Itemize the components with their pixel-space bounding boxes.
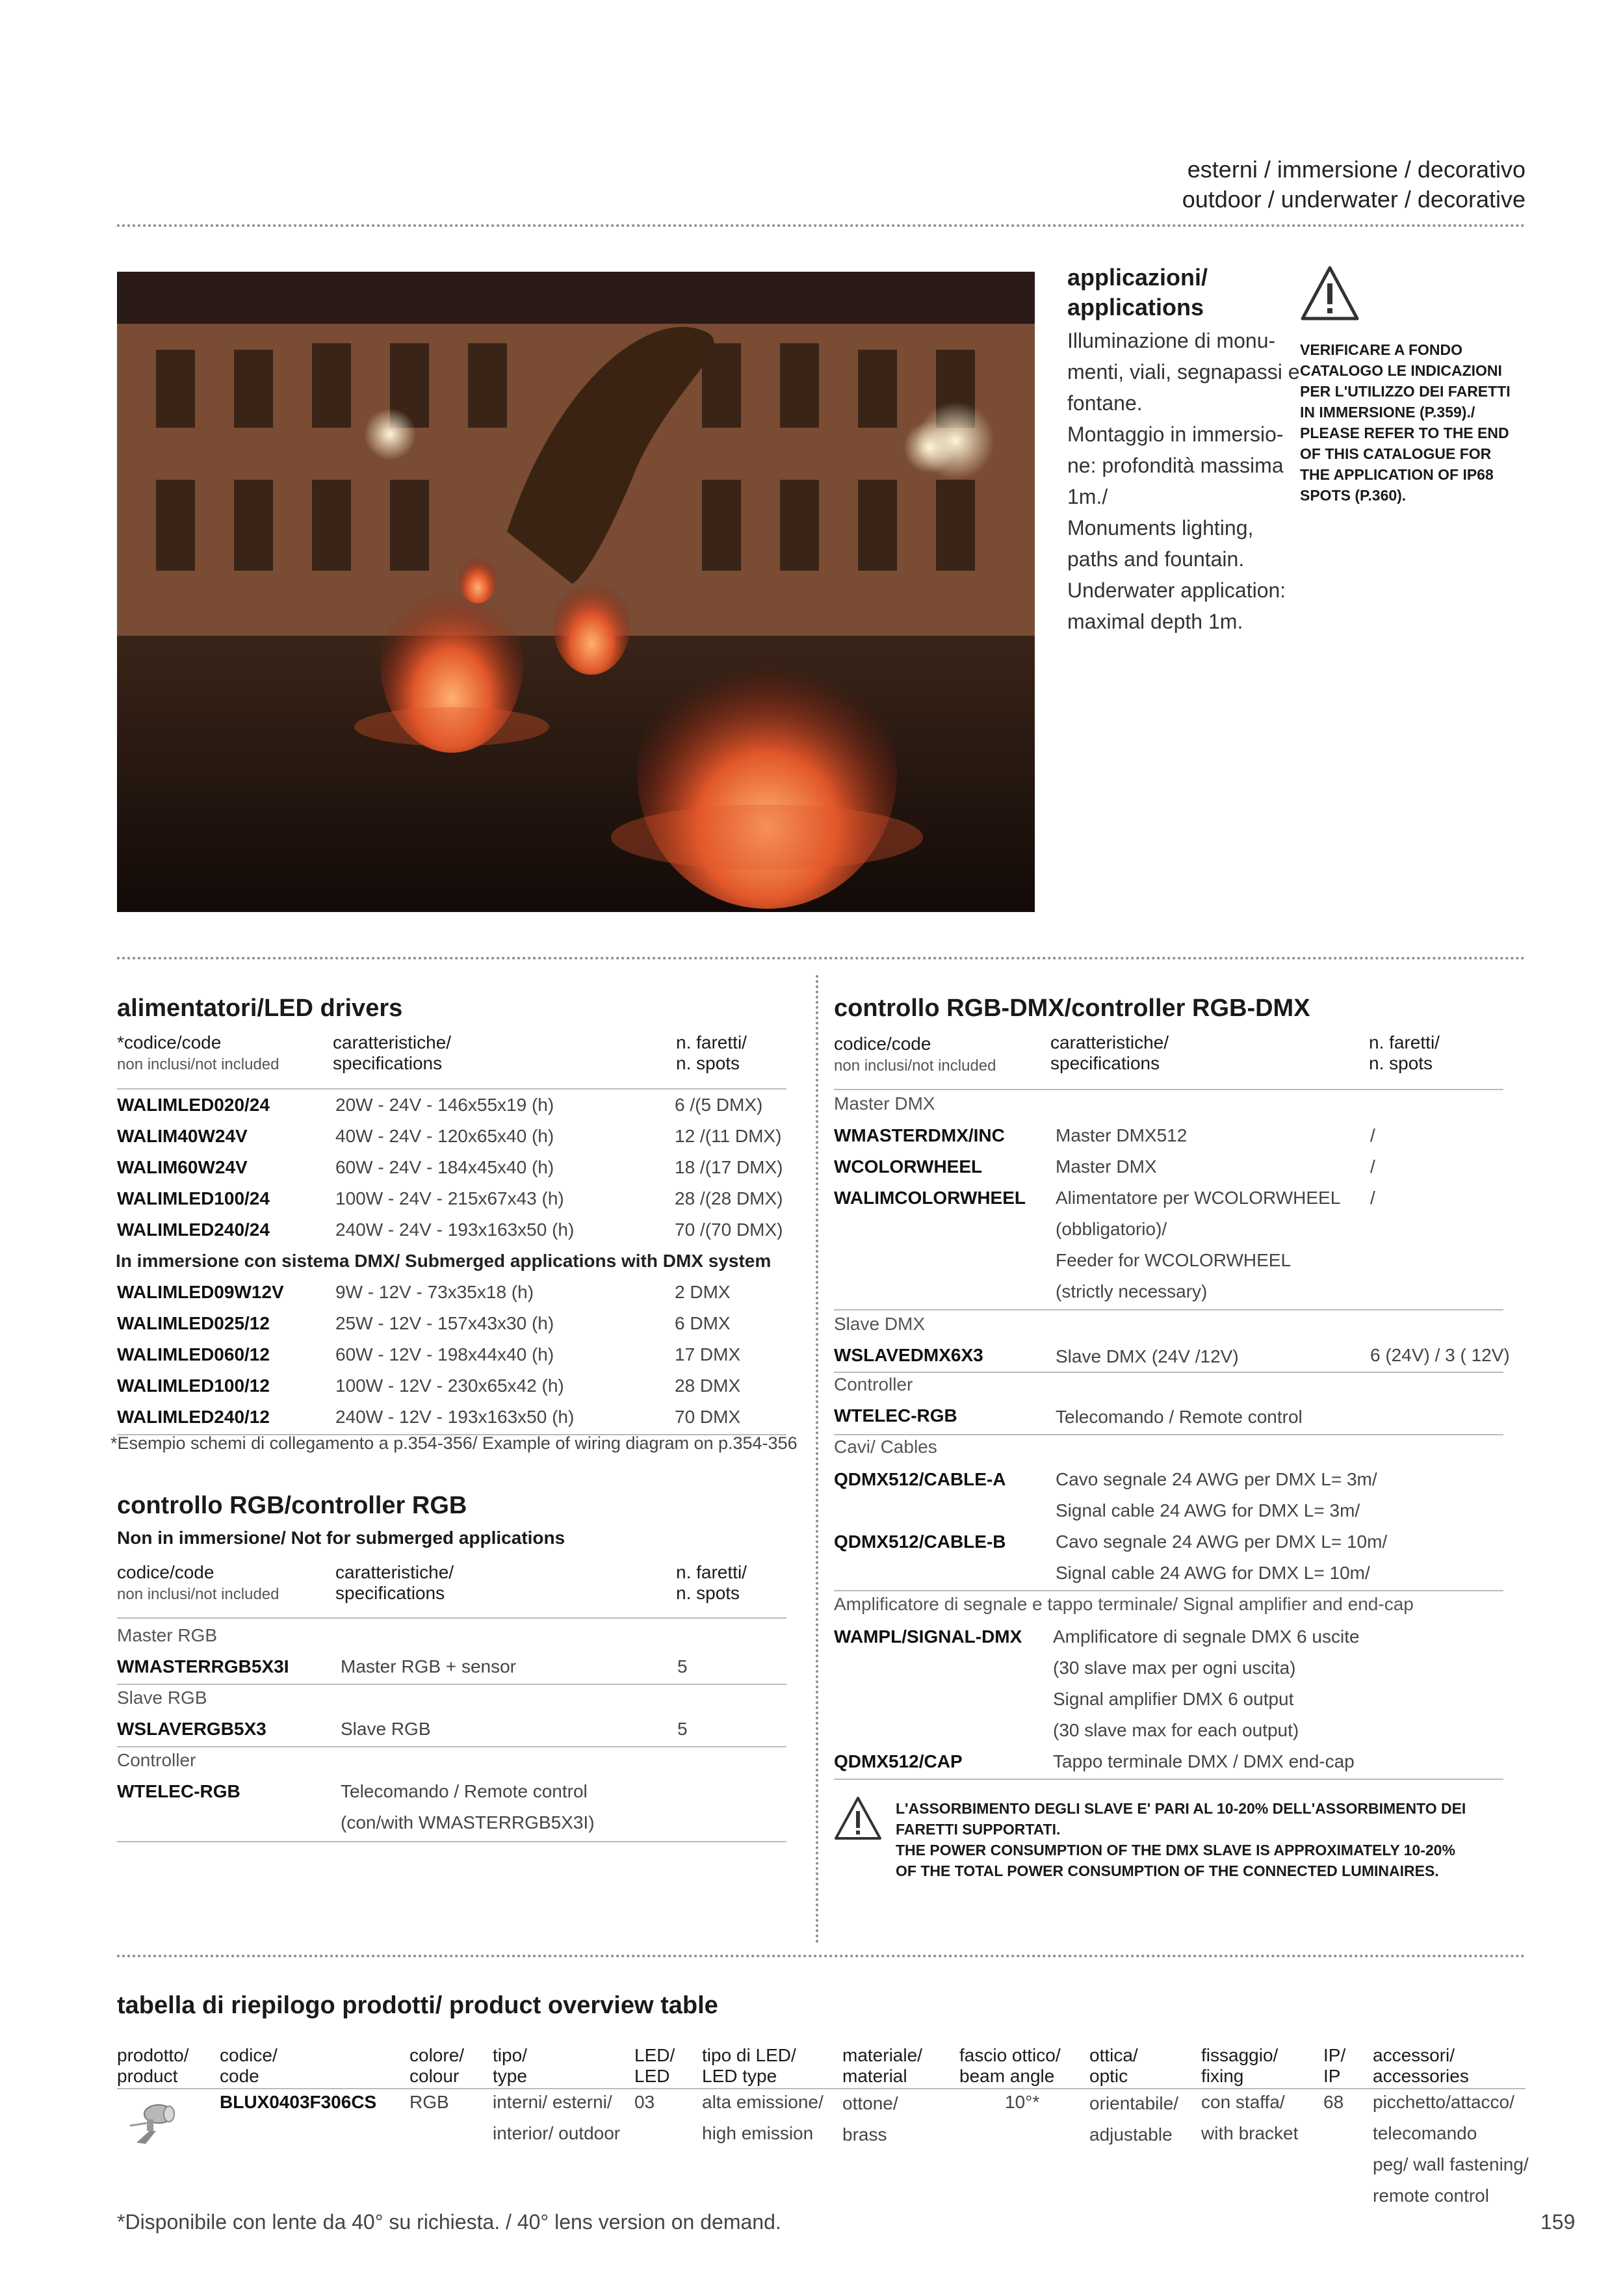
dmx-code: QDMX512/CABLE-B bbox=[834, 1532, 1006, 1552]
overview-col-header bbox=[117, 2045, 189, 2087]
driver-spec: 60W - 12V - 198x44x40 (h) bbox=[335, 1344, 554, 1364]
col-code-sublabel: non inclusi/not included bbox=[834, 1057, 996, 1075]
applications-title-line2: applications bbox=[1067, 294, 1204, 320]
rgb-code: WSLAVERGB5X3 bbox=[117, 1719, 266, 1739]
overview-beam: 10°* bbox=[1005, 2092, 1040, 2112]
rgb-spec: Telecomando / Remote control bbox=[341, 1781, 588, 1801]
dmx-spec: (obbligatorio)/ bbox=[1056, 1219, 1167, 1239]
dmx-code: WMASTERDMX/INC bbox=[834, 1125, 1005, 1145]
driver-spots: 70 DMX bbox=[675, 1407, 741, 1427]
overview-led-type: alta emissione/ bbox=[702, 2092, 824, 2112]
overview-col-header bbox=[1373, 2045, 1469, 2087]
rgb-col-code bbox=[117, 1562, 279, 1605]
overview-col-header-line: code bbox=[220, 2066, 259, 2086]
header-line-english: outdoor / underwater / decorative bbox=[1182, 186, 1526, 213]
col-code-sublabel: non inclusi/not included bbox=[117, 1585, 279, 1603]
driver-spec: 100W - 24V - 215x67x43 (h) bbox=[335, 1188, 564, 1208]
overview-colour: RGB bbox=[409, 2092, 449, 2112]
overview-col-header-line: codice/ bbox=[220, 2045, 278, 2065]
overview-col-header-line: material bbox=[842, 2066, 907, 2086]
rgb-spec: (con/with WMASTERRGB5X3I) bbox=[341, 1812, 595, 1833]
driver-code: WALIM40W24V bbox=[117, 1126, 248, 1146]
dmx-code: WSLAVEDMX6X3 bbox=[834, 1345, 983, 1365]
driver-spots: 6 DMX bbox=[675, 1313, 731, 1333]
warning-line: IN IMMERSIONE (P.359)./ bbox=[1300, 404, 1475, 421]
driver-spots: 28 /(28 DMX) bbox=[675, 1188, 783, 1208]
warning-line: OF THE TOTAL POWER CONSUMPTION OF THE CONNECTED LUMINAIRES. bbox=[896, 1862, 1439, 1879]
dmx-spots: / bbox=[1370, 1125, 1375, 1145]
applications-block bbox=[1067, 263, 1301, 637]
app-line: Montaggio in immersio- bbox=[1067, 423, 1284, 446]
overview-col-header-line: LED bbox=[634, 2066, 670, 2086]
driver-code: WALIMLED09W12V bbox=[117, 1282, 284, 1302]
rgb-col-spec bbox=[335, 1562, 454, 1604]
driver-spec: 20W - 24V - 146x55x19 (h) bbox=[335, 1095, 554, 1115]
dmx-spec: Signal cable 24 AWG for DMX L= 3m/ bbox=[1056, 1500, 1360, 1520]
dmx-category: Controller bbox=[834, 1374, 913, 1394]
driver-spec: 100W - 12V - 230x65x42 (h) bbox=[335, 1376, 564, 1396]
overview-footnote: *Disponibile con lente da 40° su richiesta. / 40° lens version on demand. bbox=[117, 2210, 781, 2234]
overview-col-header-line: colour bbox=[409, 2066, 460, 2086]
drivers-col-spec bbox=[333, 1032, 451, 1074]
dmx-spec: Master DMX bbox=[1056, 1156, 1157, 1177]
col-code-label: codice/code bbox=[834, 1034, 931, 1054]
driver-code: WALIMLED240/12 bbox=[117, 1407, 270, 1427]
app-line: ne: profondità massima bbox=[1067, 454, 1284, 477]
dmx-code: QDMX512/CAP bbox=[834, 1751, 963, 1771]
application-warning bbox=[1300, 339, 1534, 506]
warning-line: THE POWER CONSUMPTION OF THE DMX SLAVE IS APPROXIMATELY 10-20% bbox=[896, 1842, 1455, 1859]
col-spots-label: n. faretti/ bbox=[676, 1032, 747, 1052]
col-code-label: codice/code bbox=[117, 1562, 214, 1582]
warning-line: THE APPLICATION OF IP68 bbox=[1300, 466, 1494, 483]
driver-code: WALIMLED100/24 bbox=[117, 1188, 270, 1208]
section-header bbox=[1182, 155, 1526, 215]
dmx-spec: Tappo terminale DMX / DMX end-cap bbox=[1053, 1751, 1355, 1771]
overview-col-header-line: LED/ bbox=[634, 2045, 675, 2065]
overview-led-type: high emission bbox=[702, 2123, 814, 2143]
row-rule bbox=[117, 1746, 786, 1747]
overview-col-header bbox=[702, 2045, 796, 2087]
driver-spots: 6 /(5 DMX) bbox=[675, 1095, 763, 1115]
col-spots-label: n. faretti/ bbox=[676, 1562, 747, 1582]
overview-fixing: with bracket bbox=[1201, 2123, 1299, 2143]
applications-title-line1: applicazioni/ bbox=[1067, 264, 1208, 291]
driver-spots: 12 /(11 DMX) bbox=[675, 1126, 782, 1146]
driver-spec: 60W - 24V - 184x45x40 (h) bbox=[335, 1157, 554, 1177]
header-rule bbox=[117, 1617, 786, 1619]
overview-divider bbox=[117, 1955, 1526, 1957]
overview-col-header bbox=[842, 2045, 922, 2087]
rgb-subtitle: Non in immersione/ Not for submerged applications bbox=[117, 1528, 565, 1548]
overview-col-header bbox=[1201, 2045, 1278, 2087]
col-spec-label: caratteristiche/ bbox=[333, 1032, 452, 1052]
dmx-spec: Master DMX512 bbox=[1056, 1125, 1188, 1145]
dmx-spec: Amplificatore di segnale DMX 6 uscite bbox=[1053, 1626, 1360, 1647]
section-divider bbox=[117, 957, 1526, 959]
col-spots-label2: n. spots bbox=[676, 1583, 740, 1603]
dmx-spots: / bbox=[1370, 1156, 1375, 1177]
overview-code: BLUX0403F306CS bbox=[220, 2092, 377, 2112]
col-spec-label2: specifications bbox=[1050, 1053, 1160, 1073]
row-rule bbox=[117, 1841, 786, 1842]
overview-ip: 68 bbox=[1323, 2092, 1344, 2112]
overview-led: 03 bbox=[634, 2092, 655, 2112]
row-rule bbox=[834, 1309, 1503, 1311]
app-line: paths and fountain. bbox=[1067, 547, 1245, 571]
applications-title bbox=[1067, 263, 1301, 322]
overview-col-header-line: accessories bbox=[1373, 2066, 1469, 2086]
driver-code: WALIMLED025/12 bbox=[117, 1313, 270, 1333]
warning-line: PLEASE REFER TO THE END bbox=[1300, 424, 1509, 441]
warning-line: VERIFICARE A FONDO bbox=[1300, 341, 1463, 358]
dmx-code: WCOLORWHEEL bbox=[834, 1156, 983, 1177]
dmx-spec: Feeder for WCOLORWHEEL bbox=[1056, 1250, 1292, 1270]
fountain-photo bbox=[117, 272, 1035, 912]
driver-code: WALIMLED240/24 bbox=[117, 1220, 270, 1240]
overview-col-header-line: type bbox=[493, 2066, 527, 2086]
overview-type: interior/ outdoor bbox=[493, 2123, 621, 2143]
warning-icon bbox=[1300, 265, 1360, 324]
overview-accessories: telecomando bbox=[1373, 2123, 1477, 2143]
rgb-col-spots bbox=[676, 1562, 747, 1604]
col-spec-label: caratteristiche/ bbox=[335, 1562, 454, 1582]
overview-optic: adjustable bbox=[1089, 2124, 1173, 2145]
overview-col-header-line: fascio ottico/ bbox=[959, 2045, 1061, 2065]
overview-col-header-line: colore/ bbox=[409, 2045, 465, 2065]
dmx-spec: Signal amplifier DMX 6 output bbox=[1053, 1689, 1294, 1709]
dmx-category: Slave DMX bbox=[834, 1314, 926, 1334]
rgb-code: WTELEC-RGB bbox=[117, 1781, 240, 1801]
overview-col-header-line: IP/ bbox=[1323, 2045, 1346, 2065]
dmx-code: WALIMCOLORWHEEL bbox=[834, 1188, 1026, 1208]
overview-col-header bbox=[959, 2045, 1061, 2087]
overview-title: tabella di riepilogo prodotti/ product overview table bbox=[117, 1992, 718, 2019]
header-divider bbox=[117, 224, 1526, 227]
dmx-category: Amplificatore di segnale e tappo terminale/ Signal amplifier and end-cap bbox=[834, 1594, 1414, 1614]
drivers-title: alimentatori/LED drivers bbox=[117, 995, 403, 1022]
dmx-spec: Alimentatore per WCOLORWHEEL bbox=[1056, 1188, 1341, 1208]
overview-col-header bbox=[1323, 2045, 1345, 2087]
app-line: Underwater application: bbox=[1067, 579, 1286, 602]
warning-line: SPOTS (P.360). bbox=[1300, 487, 1407, 504]
app-line: 1m./ bbox=[1067, 485, 1108, 508]
row-rule bbox=[834, 1779, 1503, 1780]
dmx-code: WAMPL/SIGNAL-DMX bbox=[834, 1626, 1022, 1647]
dmx-spec: (30 slave max per ogni uscita) bbox=[1053, 1658, 1296, 1678]
driver-spec: 40W - 24V - 120x65x40 (h) bbox=[335, 1126, 554, 1146]
col-spec-label2: specifications bbox=[335, 1583, 445, 1603]
driver-spec: 9W - 12V - 73x35x18 (h) bbox=[335, 1282, 534, 1302]
overview-type: interni/ esterni/ bbox=[493, 2092, 612, 2112]
overview-material: brass bbox=[842, 2124, 887, 2145]
dmx-category: Cavi/ Cables bbox=[834, 1437, 937, 1457]
warning-line: CATALOGO LE INDICAZIONI bbox=[1300, 362, 1502, 379]
overview-accessories: peg/ wall fastening/ bbox=[1373, 2154, 1529, 2174]
overview-col-header bbox=[220, 2045, 278, 2087]
row-rule bbox=[117, 1684, 786, 1685]
app-line: menti, viali, segnapassi e bbox=[1067, 360, 1300, 384]
overview-col-header bbox=[634, 2045, 675, 2087]
overview-col-header-line: accessori/ bbox=[1373, 2045, 1455, 2065]
dmx-col-spec bbox=[1050, 1032, 1169, 1074]
dmx-category: Master DMX bbox=[834, 1093, 935, 1114]
overview-fixing: con staffa/ bbox=[1201, 2092, 1285, 2112]
overview-col-header-line: LED type bbox=[702, 2066, 777, 2086]
app-line: Monuments lighting, bbox=[1067, 516, 1254, 540]
dmx-code: QDMX512/CABLE-A bbox=[834, 1469, 1006, 1489]
dmx-spec: Telecomando / Remote control bbox=[1056, 1407, 1303, 1427]
dmx-col-spots bbox=[1369, 1032, 1440, 1074]
dmx-spots: 6 (24V) / 3 ( 12V) bbox=[1370, 1345, 1510, 1365]
driver-spots: 70 /(70 DMX) bbox=[675, 1220, 783, 1240]
dmx-code: WTELEC-RGB bbox=[834, 1405, 957, 1426]
overview-col-header-line: fissaggio/ bbox=[1201, 2045, 1279, 2065]
rgb-category: Controller bbox=[117, 1750, 196, 1770]
driver-code: WALIMLED060/12 bbox=[117, 1344, 270, 1364]
overview-col-header-line: fixing bbox=[1201, 2066, 1244, 2086]
rgb-category: Master RGB bbox=[117, 1625, 218, 1645]
col-spots-label: n. faretti/ bbox=[1369, 1032, 1440, 1052]
overview-optic: orientabile/ bbox=[1089, 2093, 1178, 2113]
dmx-title: controllo RGB-DMX/controller RGB-DMX bbox=[834, 995, 1310, 1022]
warning-icon bbox=[833, 1795, 883, 1844]
dmx-spec: (30 slave max for each output) bbox=[1053, 1720, 1299, 1740]
overview-accessories: remote control bbox=[1373, 2185, 1489, 2206]
dmx-spec: Slave DMX (24V /12V) bbox=[1056, 1346, 1239, 1366]
row-rule bbox=[834, 1372, 1503, 1373]
warning-line: OF THIS CATALOGUE FOR bbox=[1300, 445, 1492, 462]
rgb-spec: Master RGB + sensor bbox=[341, 1656, 516, 1676]
warning-line: FARETTI SUPPORTATI. bbox=[896, 1821, 1061, 1838]
product-thumbnail bbox=[127, 2097, 186, 2148]
driver-code: WALIMLED100/12 bbox=[117, 1376, 270, 1396]
overview-col-header-line: product bbox=[117, 2066, 178, 2086]
overview-accessories: picchetto/attacco/ bbox=[1373, 2092, 1514, 2112]
driver-spots: 17 DMX bbox=[675, 1344, 741, 1364]
overview-col-header-line: materiale/ bbox=[842, 2045, 922, 2065]
col-spec-label2: specifications bbox=[333, 1053, 443, 1073]
rgb-title: controllo RGB/controller RGB bbox=[117, 1492, 467, 1519]
col-code-sublabel: non inclusi/not included bbox=[117, 1056, 279, 1073]
dmx-col-code bbox=[834, 1034, 996, 1076]
overview-col-header-line: tipo di LED/ bbox=[702, 2045, 796, 2065]
header-line-italian: esterni / immersione / decorativo bbox=[1187, 156, 1526, 183]
drivers-col-spots bbox=[676, 1032, 747, 1074]
col-spots-label2: n. spots bbox=[676, 1053, 740, 1073]
dmx-spots: / bbox=[1370, 1188, 1375, 1208]
rgb-category: Slave RGB bbox=[117, 1688, 207, 1708]
overview-col-header-line: tipo/ bbox=[493, 2045, 527, 2065]
overview-col-header bbox=[1089, 2045, 1138, 2087]
col-spec-label: caratteristiche/ bbox=[1050, 1032, 1169, 1052]
page-number: 159 bbox=[1540, 2210, 1576, 2234]
driver-code: WALIM60W24V bbox=[117, 1157, 248, 1177]
rgb-spots: 5 bbox=[677, 1719, 688, 1739]
dmx-spec: Cavo segnale 24 AWG per DMX L= 3m/ bbox=[1056, 1469, 1377, 1489]
applications-text bbox=[1067, 325, 1301, 637]
drivers-col-code bbox=[117, 1032, 279, 1075]
overview-col-header-line: prodotto/ bbox=[117, 2045, 189, 2065]
dmx-spec: Cavo segnale 24 AWG per DMX L= 10m/ bbox=[1056, 1532, 1388, 1552]
dmx-system-heading: In immersione con sistema DMX/ Submerged applications with DMX system bbox=[116, 1251, 772, 1271]
driver-spec: 25W - 12V - 157x43x30 (h) bbox=[335, 1313, 554, 1333]
rgb-spots: 5 bbox=[677, 1656, 688, 1676]
driver-spec: 240W - 24V - 193x163x50 (h) bbox=[335, 1220, 575, 1240]
overview-col-header-line: IP bbox=[1323, 2066, 1341, 2086]
driver-code: WALIMLED020/24 bbox=[117, 1095, 270, 1115]
col-code-label: *codice/code bbox=[117, 1032, 222, 1052]
overview-col-header bbox=[409, 2045, 464, 2087]
dmx-spec: Signal cable 24 AWG for DMX L= 10m/ bbox=[1056, 1563, 1370, 1583]
col-spots-label2: n. spots bbox=[1369, 1053, 1433, 1073]
overview-col-header-line: optic bbox=[1089, 2066, 1128, 2086]
overview-col-header-line: ottica/ bbox=[1089, 2045, 1138, 2065]
rgb-spec: Slave RGB bbox=[341, 1719, 431, 1739]
dmx-warning bbox=[896, 1798, 1520, 1881]
driver-spots: 2 DMX bbox=[675, 1282, 731, 1302]
driver-spots: 18 /(17 DMX) bbox=[675, 1157, 783, 1177]
overview-col-header-line: beam angle bbox=[959, 2066, 1055, 2086]
driver-spots: 28 DMX bbox=[675, 1376, 741, 1396]
overview-material: ottone/ bbox=[842, 2093, 898, 2113]
rgb-code: WMASTERRGB5X3I bbox=[117, 1656, 289, 1676]
column-divider bbox=[816, 975, 818, 1944]
warning-line: PER L'UTILIZZO DEI FARETTI bbox=[1300, 383, 1511, 400]
dmx-spec: (strictly necessary) bbox=[1056, 1281, 1208, 1301]
warning-line: L'ASSORBIMENTO DEGLI SLAVE E' PARI AL 10-20% DELL'ASSORBIMENTO DEI bbox=[896, 1800, 1466, 1817]
app-line: fontane. bbox=[1067, 391, 1143, 415]
app-line: Illuminazione di monu- bbox=[1067, 329, 1276, 352]
app-line: maximal depth 1m. bbox=[1067, 610, 1243, 633]
driver-spec: 240W - 12V - 193x163x50 (h) bbox=[335, 1407, 575, 1427]
drivers-footnote: *Esempio schemi di collegamento a p.354-356/ Example of wiring diagram on p.354-356 bbox=[110, 1433, 798, 1453]
overview-col-header bbox=[493, 2045, 527, 2087]
